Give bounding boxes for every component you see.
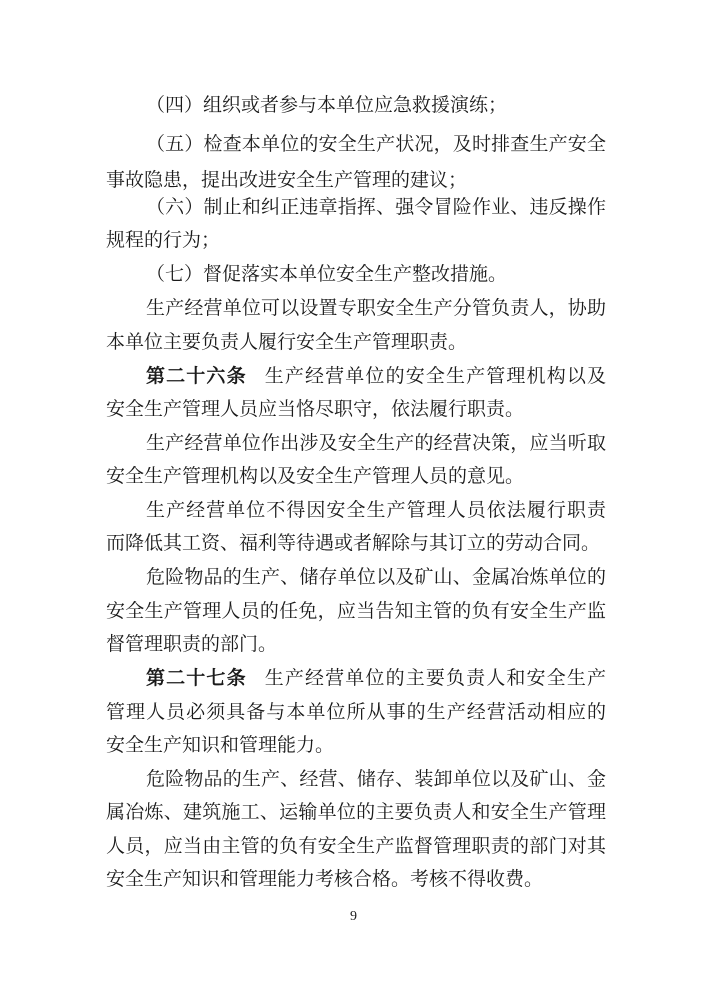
paragraph-assessment-line-1: 危险物品的生产、经营、储存、装卸单位以及矿山、金 [146, 768, 606, 790]
article-27-text: 生产经营单位的主要负责人和安全生产 [264, 667, 606, 689]
paragraph-dangerous-line-1: 危险物品的生产、储存单位以及矿山、金属冶炼单位的 [146, 566, 606, 588]
article-27-line-2: 管理人员必须具备与本单位所从事的生产经营活动相应的 [106, 701, 606, 723]
article-27-heading: 第二十七条 [146, 667, 247, 689]
paragraph-assessment-line-4: 安全生产知识和管理能力考核合格。考核不得收费。 [106, 868, 544, 890]
paragraph-assessment-line-3: 人员，应当由主管的负有安全生产监督管理职责的部门对其 [106, 835, 606, 857]
article-26-line-1 [146, 364, 606, 388]
paragraph-deputy-line-2: 本单位主要负责人履行安全生产管理职责。 [106, 331, 468, 353]
paragraph-decision-line-1: 生产经营单位作出涉及安全生产的经营决策，应当听取 [146, 432, 606, 454]
article-27-line-1 [146, 666, 606, 690]
paragraph-salary-line-2: 而降低其工资、福利等待遇或者解除与其订立的劳动合同。 [106, 532, 601, 554]
article-27-line-3: 安全生产知识和管理能力。 [106, 734, 335, 756]
paragraph-dangerous-line-2: 安全生产管理人员的任免，应当告知主管的负有安全生产监 [106, 600, 606, 622]
page-number: 9 [350, 909, 357, 924]
item-six-line-2: 规程的行为； [106, 229, 221, 251]
article-26-text: 生产经营单位的安全生产管理机构以及 [264, 365, 606, 387]
item-six-line-1: （六）制止和纠正违章指挥、强令冒险作业、违反操作 [146, 196, 606, 218]
paragraph-salary-line-1: 生产经营单位不得因安全生产管理人员依法履行职责 [146, 499, 606, 521]
paragraph-dangerous-line-3: 督管理职责的部门。 [106, 633, 278, 655]
paragraph-assessment-line-2: 属冶炼、建筑施工、运输单位的主要负责人和安全生产管理 [106, 801, 606, 823]
item-five-line-1: （五）检查本单位的安全生产状况，及时排查生产安全 [146, 133, 606, 155]
item-seven: （七）督促落实本单位安全生产整改措施。 [146, 263, 508, 285]
article-26-heading: 第二十六条 [146, 365, 247, 387]
item-five-line-2: 事故隐患，提出改进安全生产管理的建议； [106, 169, 468, 191]
item-four: （四）组织或者参与本单位应急救援演练； [146, 94, 508, 116]
article-26-line-2: 安全生产管理人员应当恪尽职守，依法履行职责。 [106, 398, 525, 420]
paragraph-decision-line-2: 安全生产管理机构以及安全生产管理人员的意见。 [106, 465, 525, 487]
paragraph-deputy-line-1: 生产经营单位可以设置专职安全生产分管负责人，协助 [146, 297, 606, 319]
